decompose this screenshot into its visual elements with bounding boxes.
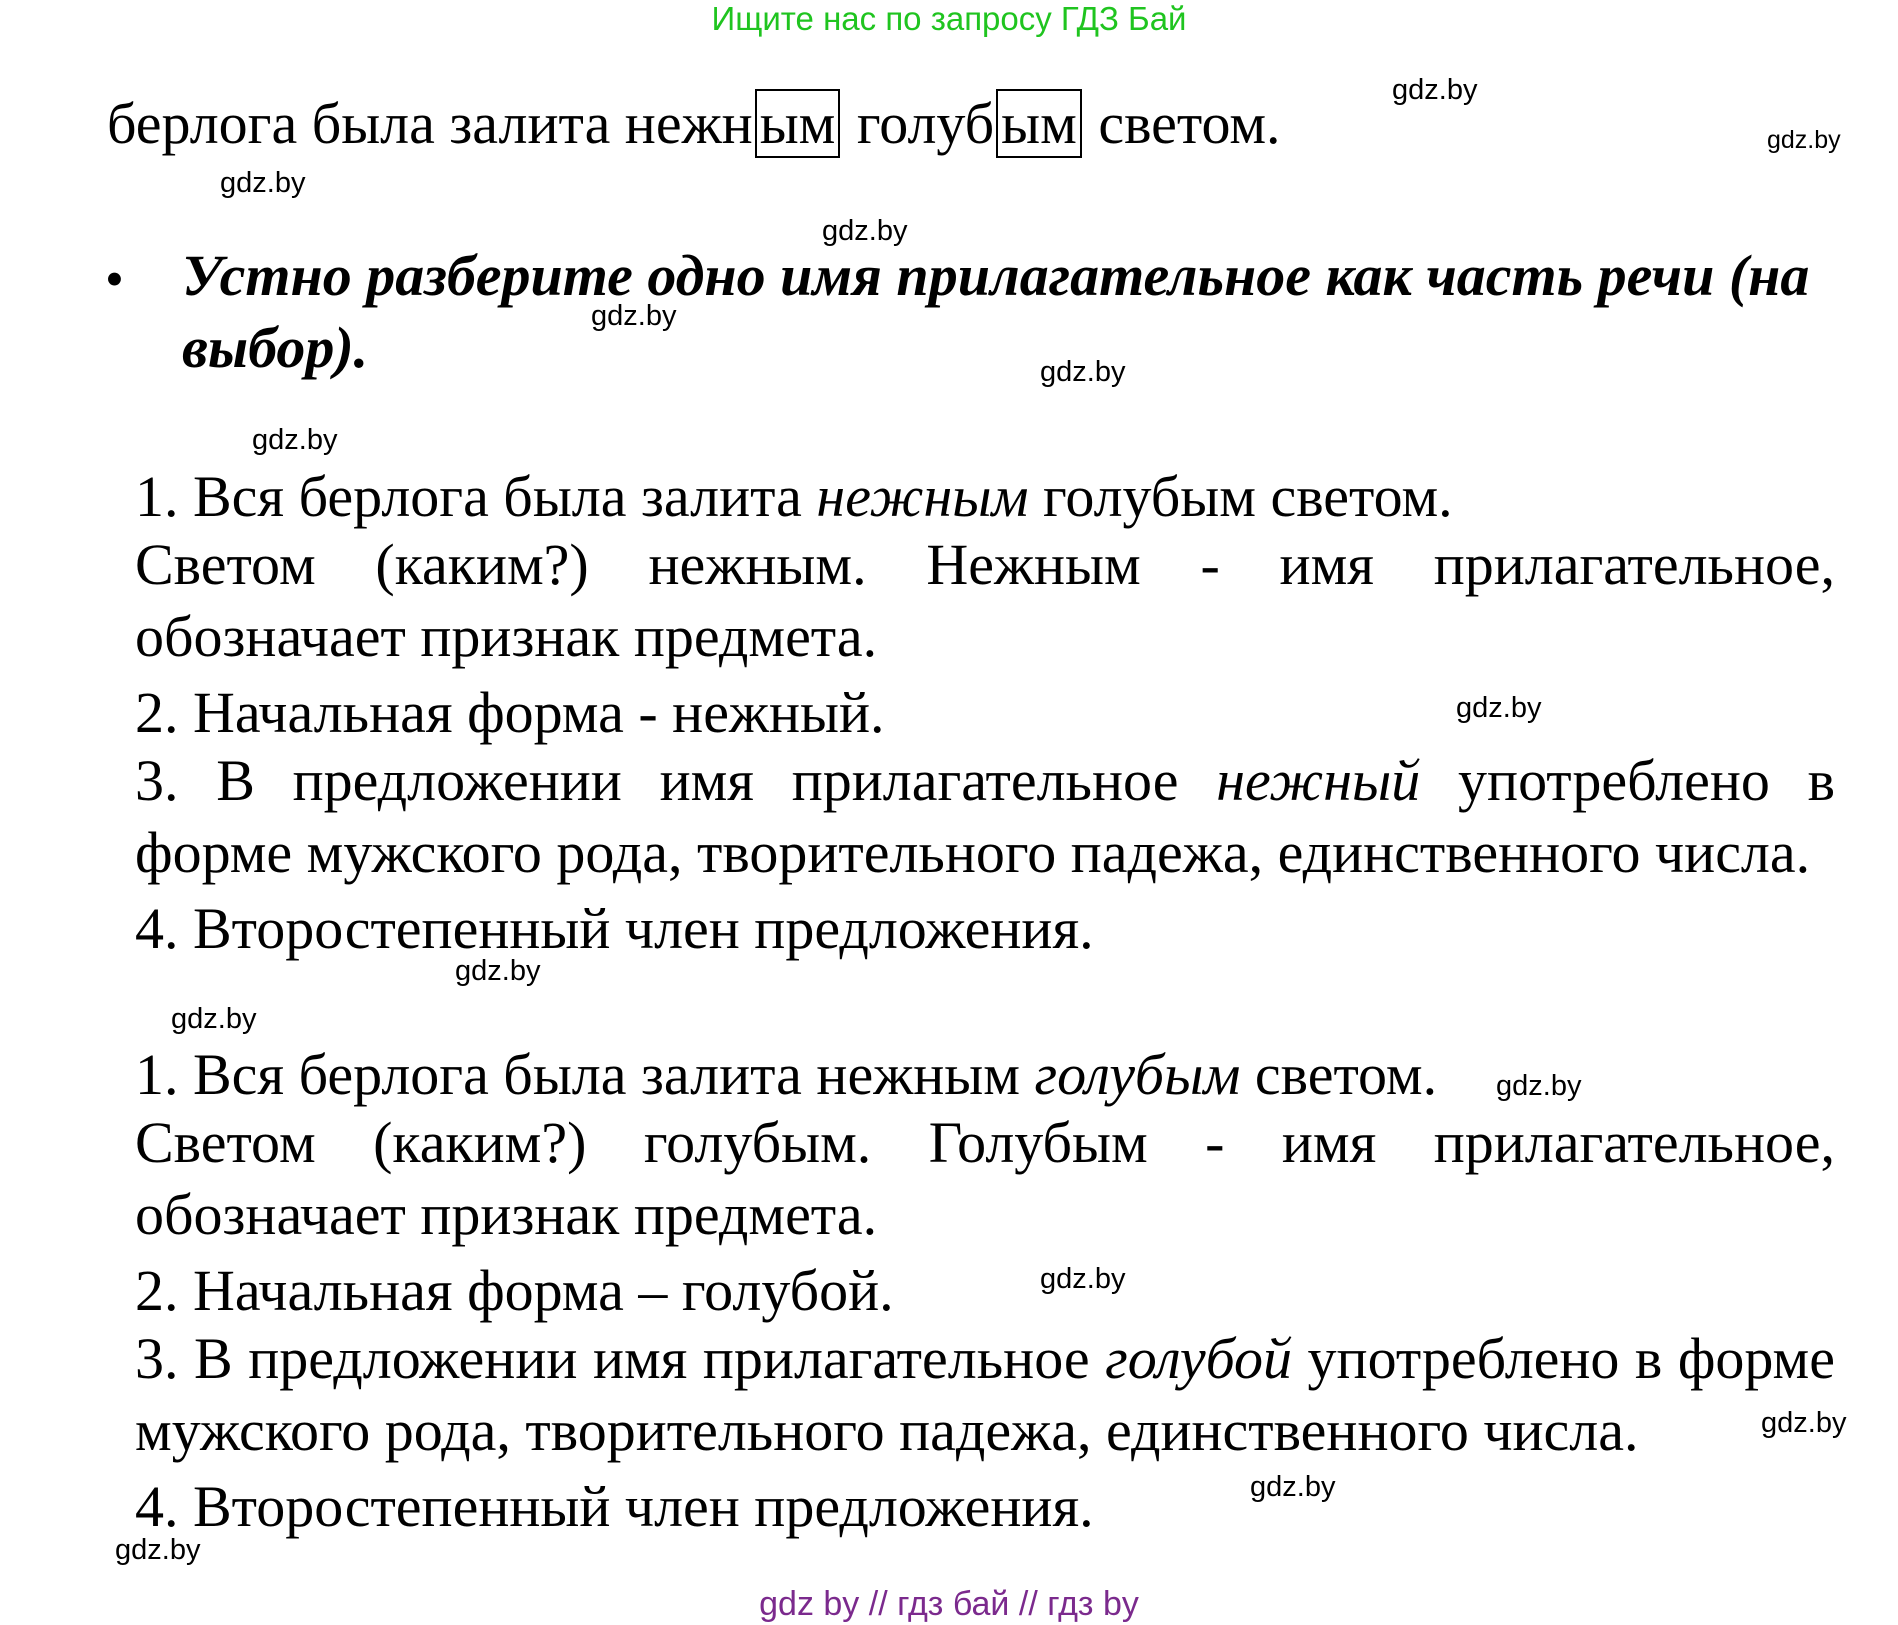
analysis1-step1 bbox=[135, 464, 1453, 529]
highlighted-word: голубой bbox=[1105, 1326, 1293, 1391]
watermark: gdz.by bbox=[220, 167, 306, 199]
text-run: голубым светом. bbox=[1028, 464, 1453, 529]
watermark: gdz.by bbox=[115, 1534, 201, 1566]
bullet-icon: • bbox=[105, 249, 124, 309]
example-sentence-line bbox=[107, 91, 1281, 156]
ending-box: ым bbox=[755, 89, 841, 158]
analysis1-step2: 2. Начальная форма - нежный. bbox=[135, 680, 885, 745]
analysis1-question: Светом (каким?) нежным. Нежным - имя прилагательное, обозначает признак предмета. bbox=[135, 532, 1835, 669]
watermark: gdz.by bbox=[1250, 1471, 1336, 1503]
watermark: gdz.by bbox=[1040, 356, 1126, 388]
watermark: gdz.by bbox=[591, 300, 677, 332]
highlighted-word: нежным bbox=[816, 464, 1029, 529]
task-instruction: Устно разберите одно имя прилагательное как часть речи (на выбор). bbox=[182, 243, 1810, 380]
analysis1-step4: 4. Второстепенный член предложения. bbox=[135, 896, 1094, 961]
site-banner: Ищите нас по запросу ГДЗ Бай bbox=[711, 0, 1187, 37]
site-footer: gdz by // гдз бай // гдз by bbox=[759, 1585, 1139, 1623]
watermark: gdz.by bbox=[822, 215, 908, 247]
analysis2-step2: 2. Начальная форма – голубой. bbox=[135, 1258, 894, 1323]
watermark: gdz.by bbox=[1496, 1070, 1582, 1102]
text-run: употреблено в форме мужского рода, творительного падежа, единственного числа. bbox=[135, 1326, 1835, 1463]
text-run: светом. bbox=[1240, 1042, 1438, 1107]
watermark: gdz.by bbox=[171, 1003, 257, 1035]
watermark: gdz.by bbox=[252, 424, 338, 456]
analysis1-step3 bbox=[135, 745, 1835, 889]
highlighted-word: нежный bbox=[1216, 748, 1421, 813]
watermark: gdz.by bbox=[1767, 126, 1841, 154]
highlighted-word: голубым bbox=[1034, 1042, 1241, 1107]
analysis2-question: Светом (каким?) голубым. Голубым - имя прилагательное, обозначает признак предмета. bbox=[135, 1110, 1835, 1247]
text-run: 1. Вся берлога была залита bbox=[135, 464, 817, 529]
text-run: 3. В предложении имя прилагательное bbox=[135, 748, 1217, 813]
text-run: 1. Вся берлога была залита нежным bbox=[135, 1042, 1035, 1107]
text-run: 3. В предложении имя прилагательное bbox=[135, 1326, 1106, 1391]
analysis2-step1 bbox=[135, 1042, 1438, 1107]
analysis2-step3 bbox=[135, 1323, 1835, 1467]
sentence-part: голуб bbox=[842, 91, 995, 156]
watermark: gdz.by bbox=[1761, 1407, 1847, 1439]
watermark: gdz.by bbox=[1392, 74, 1478, 106]
watermark: gdz.by bbox=[1456, 692, 1542, 724]
analysis2-step4: 4. Второстепенный член предложения. bbox=[135, 1474, 1094, 1539]
watermark: gdz.by bbox=[455, 955, 541, 987]
sentence-part: светом. bbox=[1083, 91, 1281, 156]
text-run: употреблено в форме мужского рода, творительного падежа, единственного числа. bbox=[135, 748, 1836, 885]
watermark: gdz.by bbox=[1040, 1263, 1126, 1295]
sentence-part: берлога была залита нежн bbox=[107, 91, 753, 156]
ending-box: ым bbox=[996, 89, 1082, 158]
